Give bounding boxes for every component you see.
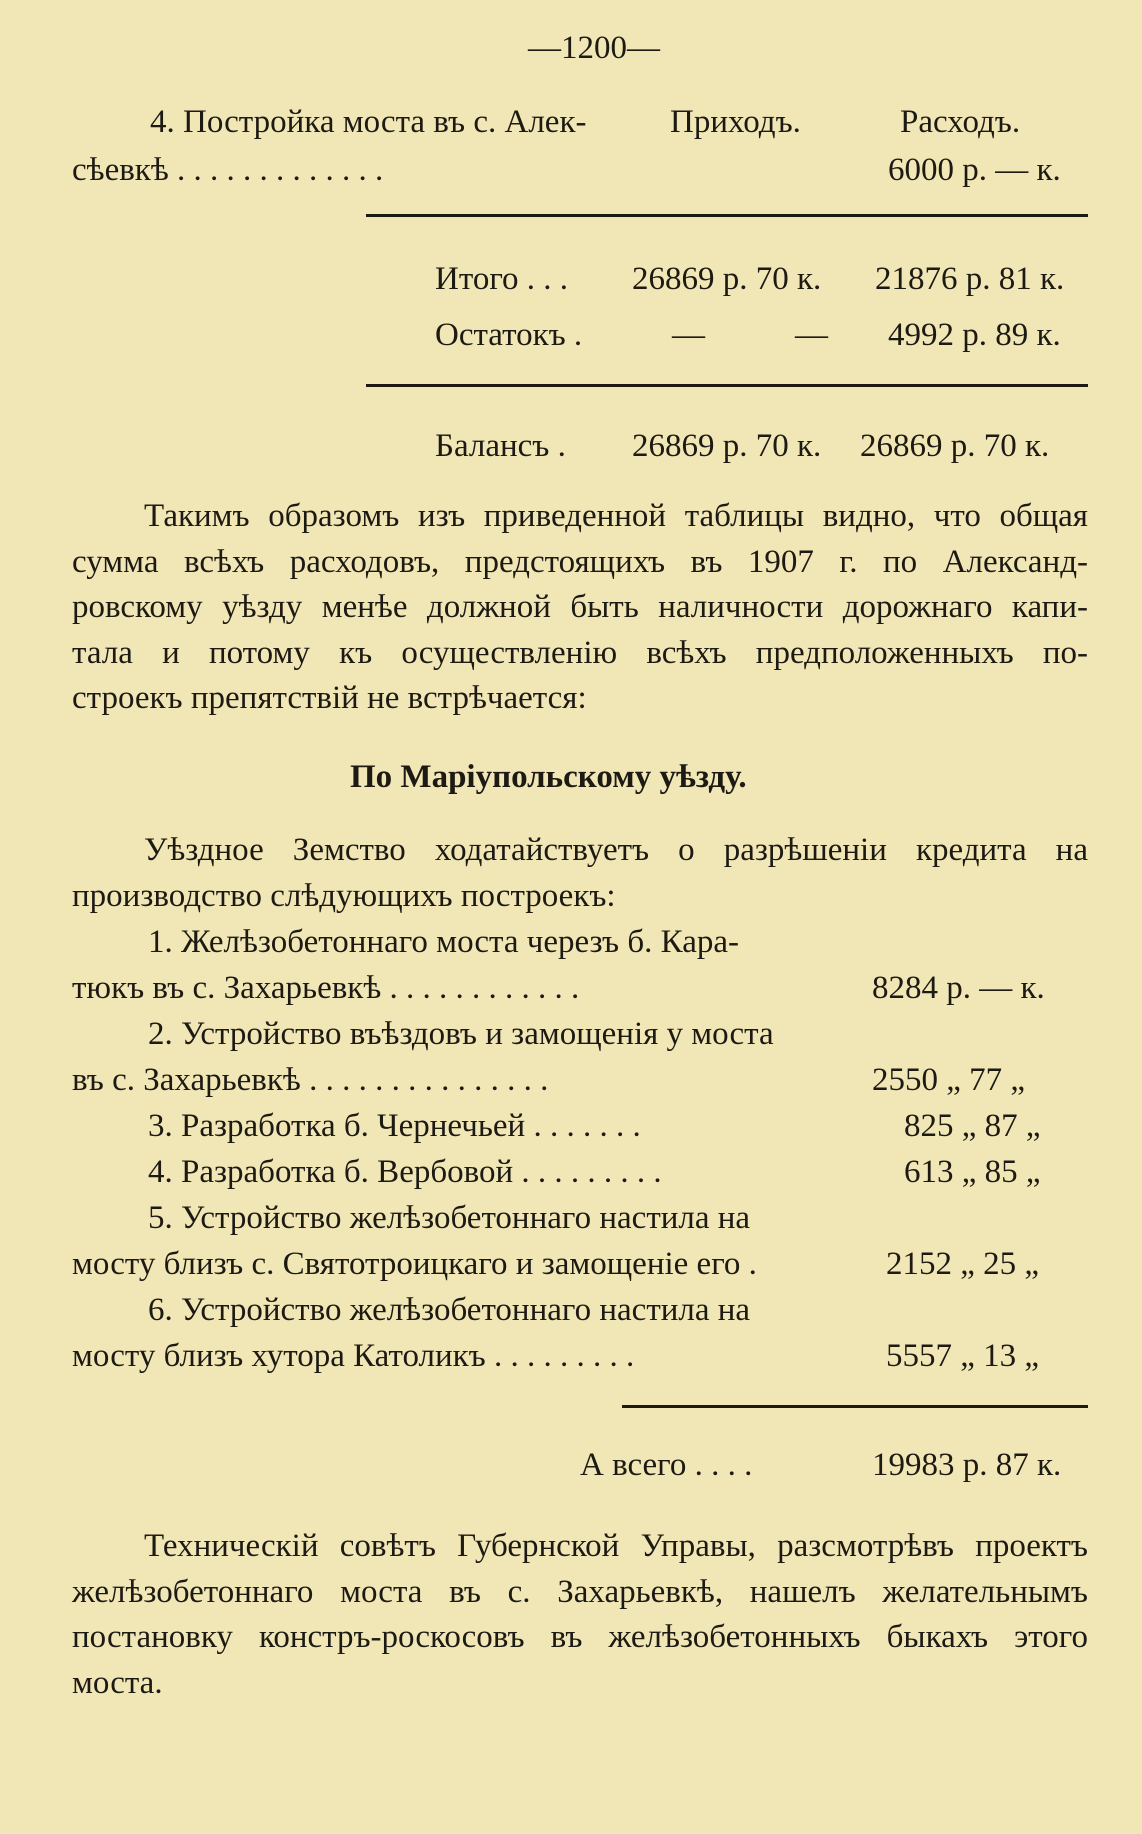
item-6-line1: 6. Устройство желѣзобетоннаго настила на [148,1292,751,1328]
item-4-alekseevka-amount: 6000 р. — к. [888,152,1061,188]
ostatok-expense: 4992 р. 89 к. [888,317,1061,353]
paragraph-line: Такимъ образомъ изъ приведенной таблицы видно, что общая [144,498,1088,534]
balance-label: Балансъ . [435,428,566,464]
page-number: —1200— [528,30,660,66]
item-6-amount: 5557 „ 13 „ [886,1338,1040,1374]
itogo-label: Итого . . . [435,261,569,297]
paragraph-conclusion [72,494,1088,722]
total-all-amount: 19983 р. 87 к. [872,1447,1062,1483]
item-2-line2: въ с. Захарьевкѣ . . . . . . . . . . . . . . . [72,1062,549,1098]
paragraph-request [72,828,1088,919]
item-4-amount: 613 „ 85 „ [904,1154,1041,1190]
paragraph-line: ровскому уѣзду менѣе должной быть наличности дорожнаго капи- [72,589,1088,625]
paragraph-line: постановку констръ-роскосовъ въ желѣзобетонныхъ быкахъ этого [72,1619,1088,1655]
paragraph-line: Техническій совѣтъ Губернской Управы, разсмотрѣвъ проектъ [144,1528,1088,1564]
rule-1 [366,214,1088,217]
column-income-header: Приходъ. [670,104,801,140]
paragraph-line: желѣзобетоннаго моста въ с. Захарьевкѣ, нашелъ желательнымъ [72,1573,1088,1610]
paragraph-line: тала и потому къ осуществленію всѣхъ предположенныхъ по- [72,634,1088,671]
paragraph-line: Уѣздное Земство ходатайствуетъ о разрѣшеніи кредита на [144,832,1088,868]
rule-3 [622,1405,1088,1408]
item-5-line1: 5. Устройство желѣзобетоннаго настила на [148,1200,751,1236]
item-4-line1: 4. Разработка б. Вербовой . . . . . . . . . [148,1154,662,1190]
section-heading: По Маріупольскому уѣзду. [350,759,747,795]
rule-2 [366,384,1088,387]
ostatok-label: Остатокъ . [435,317,583,353]
itogo-expense: 21876 р. 81 к. [875,261,1065,297]
item-1-amount: 8284 р. — к. [872,970,1045,1006]
ostatok-dash-2: — [795,317,828,353]
itogo-income: 26869 р. 70 к. [632,261,822,297]
balance-income: 26869 р. 70 к. [632,428,822,464]
item-1-line2: тюкъ въ с. Захарьевкѣ . . . . . . . . . . . . [72,970,580,1006]
paragraph-line: производство слѣдующихъ построекъ: [72,877,616,914]
item-3-line1: 3. Разработка б. Чернечьей . . . . . . . [148,1108,641,1144]
item-5-line2: мосту близъ с. Святотроицкаго и замощеніе его . [72,1246,757,1282]
item-1-line1: 1. Желѣзобетоннаго моста черезъ б. Кара- [148,924,739,960]
column-expense-header: Расходъ. [900,104,1021,140]
item-3-amount: 825 „ 87 „ [904,1108,1041,1144]
paragraph-technical-council [72,1524,1088,1706]
paragraph-line: сумма всѣхъ расходовъ, предстоящихъ въ 1907 г. по Александ- [72,543,1088,580]
paragraph-line: строекъ препятствій не встрѣчается: [72,680,587,716]
item-2-amount: 2550 „ 77 „ [872,1062,1026,1098]
item-2-line1: 2. Устройство въѣздовъ и замощенія у моста [148,1016,774,1052]
item-4-alekseevka-line2: сѣевкѣ . . . . . . . . . . . . . [72,152,384,188]
balance-expense: 26869 р. 70 к. [860,428,1050,464]
total-all-label: А всего . . . . [580,1447,753,1483]
item-5-amount: 2152 „ 25 „ [886,1246,1040,1282]
ostatok-dash-1: — [672,317,705,353]
item-4-alekseevka-line1: 4. Постройка моста въ с. Алек- [150,104,587,140]
paragraph-line: моста. [72,1664,163,1701]
item-6-line2: мосту близъ хутора Католикъ . . . . . . . . . [72,1338,635,1374]
